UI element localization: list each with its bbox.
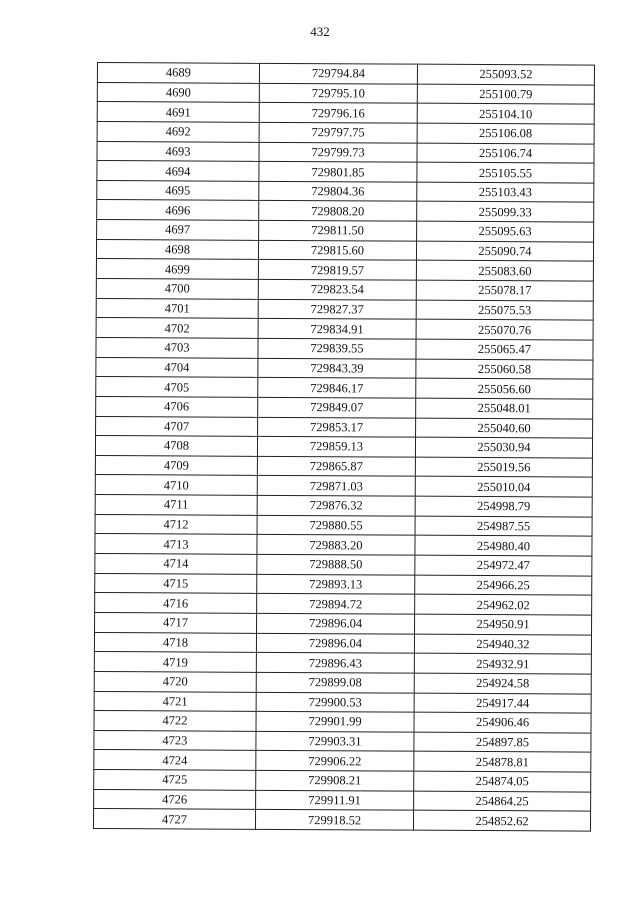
point-number-cell: 4700: [96, 279, 258, 299]
coordinates-table: [93, 62, 595, 832]
y-coordinate-cell: 254924.58: [414, 673, 591, 694]
table-row: [96, 396, 593, 418]
table-row: [97, 121, 594, 143]
table-row: [94, 750, 591, 772]
point-number-cell: 4689: [97, 63, 259, 83]
point-number-cell: 4703: [96, 337, 258, 357]
y-coordinate-cell: 255010.04: [415, 477, 592, 498]
table-row: [96, 416, 593, 438]
y-coordinate-cell: 255106.08: [417, 123, 594, 144]
table-row: [94, 632, 591, 654]
table-row: [95, 495, 592, 517]
point-number-cell: 4691: [97, 102, 259, 122]
table-row: [93, 809, 590, 831]
y-coordinate-cell: 254980.40: [415, 536, 592, 557]
x-coordinate-cell: 729795.10: [259, 83, 417, 103]
x-coordinate-cell: 729815.60: [258, 240, 416, 260]
y-coordinate-cell: 254962.02: [415, 594, 592, 615]
point-number-cell: 4702: [96, 318, 258, 338]
table-row: [97, 161, 594, 183]
table-row: [96, 357, 593, 379]
y-coordinate-cell: 254874.05: [414, 771, 591, 792]
x-coordinate-cell: 729797.75: [259, 122, 417, 142]
page-number: 432: [310, 24, 330, 39]
point-number-cell: 4718: [94, 632, 256, 652]
table-row: [94, 711, 591, 733]
x-coordinate-cell: 729839.55: [258, 338, 416, 358]
y-coordinate-cell: 255040.60: [416, 418, 593, 439]
point-number-cell: 4697: [97, 220, 259, 240]
point-number-cell: 4717: [95, 612, 257, 632]
y-coordinate-cell: 254878.81: [414, 752, 591, 773]
point-number-cell: 4720: [94, 671, 256, 691]
x-coordinate-cell: 729899.08: [256, 672, 414, 692]
point-number-cell: 4724: [94, 750, 256, 770]
point-number-cell: 4722: [94, 711, 256, 731]
point-number-cell: 4696: [97, 200, 259, 220]
point-number-cell: 4726: [94, 789, 256, 809]
point-number-cell: 4704: [96, 357, 258, 377]
point-number-cell: 4699: [96, 259, 258, 279]
point-number-cell: 4708: [95, 436, 257, 456]
x-coordinate-cell: 729853.17: [258, 417, 416, 437]
table-row: [97, 102, 594, 124]
y-coordinate-cell: 254966.25: [415, 575, 592, 596]
y-coordinate-cell: 254972.47: [415, 555, 592, 576]
y-coordinate-cell: 255030.94: [415, 437, 592, 458]
point-number-cell: 4709: [95, 455, 257, 475]
point-number-cell: 4721: [94, 691, 256, 711]
point-number-cell: 4712: [95, 514, 257, 534]
x-coordinate-cell: 729811.50: [259, 220, 417, 240]
x-coordinate-cell: 729894.72: [257, 594, 415, 614]
y-coordinate-cell: 254917.44: [414, 693, 591, 714]
coordinates-table-body: [93, 63, 594, 832]
table-row: [96, 337, 593, 359]
point-number-cell: 4714: [95, 554, 257, 574]
point-number-cell: 4695: [97, 180, 259, 200]
point-number-cell: 4707: [96, 416, 258, 436]
table-row: [97, 220, 594, 242]
x-coordinate-cell: 729871.03: [257, 476, 415, 496]
point-number-cell: 4716: [95, 593, 257, 613]
x-coordinate-cell: 729827.37: [258, 299, 416, 319]
table-row: [97, 82, 594, 104]
y-coordinate-cell: 254897.85: [414, 732, 591, 753]
x-coordinate-cell: 729843.39: [258, 358, 416, 378]
y-coordinate-cell: 254998.79: [415, 496, 592, 517]
table-row: [96, 259, 593, 281]
y-coordinate-cell: 255048.01: [416, 398, 593, 419]
x-coordinate-cell: 729794.84: [259, 63, 417, 83]
point-number-cell: 4710: [95, 475, 257, 495]
x-coordinate-cell: 729804.36: [259, 181, 417, 201]
y-coordinate-cell: 255083.60: [416, 261, 593, 282]
y-coordinate-cell: 255090.74: [416, 241, 593, 262]
x-coordinate-cell: 729846.17: [258, 378, 416, 398]
point-number-cell: 4713: [95, 534, 257, 554]
table-row: [95, 475, 592, 497]
y-coordinate-cell: 254987.55: [415, 516, 592, 537]
x-coordinate-cell: 729918.52: [255, 810, 413, 830]
table-row: [95, 436, 592, 458]
x-coordinate-cell: 729880.55: [257, 515, 415, 535]
y-coordinate-cell: 255078.17: [416, 280, 593, 301]
x-coordinate-cell: 729911.91: [256, 790, 414, 810]
table-row: [94, 691, 591, 713]
x-coordinate-cell: 729903.31: [256, 731, 414, 751]
x-coordinate-cell: 729893.13: [257, 574, 415, 594]
x-coordinate-cell: 729906.22: [256, 751, 414, 771]
y-coordinate-cell: 254950.91: [415, 614, 592, 635]
point-number-cell: 4727: [93, 809, 255, 829]
y-coordinate-cell: 254940.32: [414, 634, 591, 655]
point-number-cell: 4723: [94, 730, 256, 750]
point-number-cell: 4705: [96, 377, 258, 397]
point-number-cell: 4719: [94, 652, 256, 672]
y-coordinate-cell: 255065.47: [416, 339, 593, 360]
x-coordinate-cell: 729901.99: [256, 711, 414, 731]
table-row: [97, 200, 594, 222]
table-row: [97, 141, 594, 163]
point-number-cell: 4692: [97, 121, 259, 141]
x-coordinate-cell: 729865.87: [257, 456, 415, 476]
y-coordinate-cell: 255060.58: [416, 359, 593, 380]
y-coordinate-cell: 255099.33: [417, 202, 594, 223]
y-coordinate-cell: 255104.10: [417, 103, 594, 124]
y-coordinate-cell: 255095.63: [417, 221, 594, 242]
point-number-cell: 4725: [94, 770, 256, 790]
y-coordinate-cell: 255106.74: [417, 143, 594, 164]
table-row: [95, 612, 592, 634]
x-coordinate-cell: 729876.32: [257, 495, 415, 515]
y-coordinate-cell: 254864.25: [414, 791, 591, 812]
table-row: [95, 534, 592, 556]
y-coordinate-cell: 254906.46: [414, 712, 591, 733]
table-row: [94, 789, 591, 811]
y-coordinate-cell: 255103.43: [417, 182, 594, 203]
point-number-cell: 4694: [97, 161, 259, 181]
table-row: [96, 318, 593, 340]
x-coordinate-cell: 729808.20: [259, 201, 417, 221]
y-coordinate-cell: 255093.52: [417, 64, 594, 85]
table-row: [94, 671, 591, 693]
point-number-cell: 4693: [97, 141, 259, 161]
y-coordinate-cell: 255075.53: [416, 300, 593, 321]
table-row: [96, 239, 593, 261]
y-coordinate-cell: 255019.56: [415, 457, 592, 478]
x-coordinate-cell: 729908.21: [256, 770, 414, 790]
y-coordinate-cell: 254932.91: [414, 653, 591, 674]
x-coordinate-cell: 729849.07: [258, 397, 416, 417]
x-coordinate-cell: 729796.16: [259, 103, 417, 123]
table-row: [97, 63, 594, 85]
y-coordinate-cell: 255070.76: [416, 320, 593, 341]
table-row: [95, 514, 592, 536]
x-coordinate-cell: 729883.20: [257, 535, 415, 555]
y-coordinate-cell: 255100.79: [417, 84, 594, 105]
table-row: [94, 770, 591, 792]
point-number-cell: 4698: [96, 239, 258, 259]
x-coordinate-cell: 729896.04: [257, 613, 415, 633]
y-coordinate-cell: 255105.55: [417, 162, 594, 183]
x-coordinate-cell: 729834.91: [258, 319, 416, 339]
point-number-cell: 4706: [96, 396, 258, 416]
table-row: [95, 554, 592, 576]
x-coordinate-cell: 729900.53: [256, 692, 414, 712]
x-coordinate-cell: 729799.73: [259, 142, 417, 162]
table-row: [96, 279, 593, 301]
point-number-cell: 4690: [97, 82, 259, 102]
point-number-cell: 4715: [95, 573, 257, 593]
point-number-cell: 4701: [96, 298, 258, 318]
table-row: [95, 593, 592, 615]
x-coordinate-cell: 729859.13: [257, 437, 415, 457]
point-number-cell: 4711: [95, 495, 257, 515]
y-coordinate-cell: 254852.62: [413, 811, 590, 832]
x-coordinate-cell: 729819.57: [258, 260, 416, 280]
x-coordinate-cell: 729823.54: [258, 279, 416, 299]
x-coordinate-cell: 729896.43: [256, 653, 414, 673]
table-row: [94, 652, 591, 674]
table-row: [96, 377, 593, 399]
table-row: [95, 455, 592, 477]
y-coordinate-cell: 255056.60: [416, 378, 593, 399]
table-row: [95, 573, 592, 595]
x-coordinate-cell: 729888.50: [257, 554, 415, 574]
table-row: [97, 180, 594, 202]
table-row: [94, 730, 591, 752]
x-coordinate-cell: 729896.04: [256, 633, 414, 653]
table-row: [96, 298, 593, 320]
x-coordinate-cell: 729801.85: [259, 162, 417, 182]
